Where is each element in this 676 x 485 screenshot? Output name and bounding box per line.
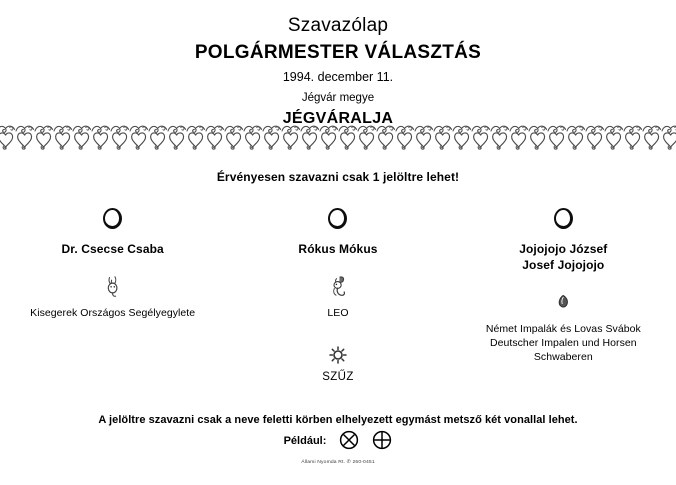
printer-imprint: Állami Nyomda Rt. ✆ 260-0451 <box>301 458 375 465</box>
sun-gear-icon <box>0 344 676 366</box>
county-name: Jégvár megye <box>301 91 375 104</box>
candidate-entry-3 <box>451 203 676 364</box>
candidate-name-1 <box>0 242 225 258</box>
candidate-entry-2 <box>225 203 450 364</box>
candidate-name-line-1: Rókus Mókus <box>298 242 378 256</box>
vote-circle-candidate-1[interactable] <box>103 208 122 229</box>
voting-instruction-bottom: A jelöltre szavazni csak a neve feletti körben elhelyezett egymást metsző két vonallal lehet. <box>98 414 578 426</box>
org-line: Schwaberen <box>533 351 593 364</box>
org-line: Német Impalák és Lovas Svábok <box>485 322 641 335</box>
org-line: LEO <box>327 306 349 319</box>
candidate-entry-1 <box>0 203 225 364</box>
election-date: 1994. december 11. <box>282 70 394 85</box>
candidate-list <box>0 203 676 364</box>
ballot-header <box>0 0 676 129</box>
candidate-organization-1 <box>0 306 225 320</box>
org-line: Deutscher Impalen und Horsen <box>489 337 637 350</box>
office-title: POLGÁRMESTER VÁLASZTÁS <box>194 41 482 63</box>
horn-emblem-icon <box>451 288 676 318</box>
candidate-name-line-1: Dr. Csecse Csaba <box>61 242 164 256</box>
settlement-name: JÉGVÁRALJA <box>282 109 394 127</box>
candidate-name-2 <box>225 242 450 258</box>
vote-circle-wrapper-2 <box>225 203 450 233</box>
example-label: Például: <box>283 435 327 447</box>
extra-symbol-label: SZŰZ <box>322 371 354 383</box>
circled-x-icon <box>339 430 359 450</box>
circled-plus-icon <box>372 430 392 450</box>
example-marks-row <box>0 430 676 450</box>
candidate-name-line-2: Josef Jojojojo <box>522 257 605 272</box>
voting-instruction-top: Érvényesen szavazni csak 1 jelöltre lehet! <box>216 170 460 184</box>
squirrel-emblem-icon <box>225 272 450 302</box>
candidate-name-line-1: Jojojojo József <box>519 242 608 256</box>
page-title: Szavazólap <box>287 15 389 36</box>
candidate-organization-2 <box>225 306 450 320</box>
candidate-name-3 <box>451 242 676 274</box>
vote-circle-wrapper-3 <box>451 203 676 233</box>
vote-circle-candidate-2[interactable] <box>328 208 347 229</box>
vote-circle-candidate-3[interactable] <box>554 208 573 229</box>
vote-circle-wrapper-1 <box>0 203 225 233</box>
heart-scroll-border-icon <box>0 122 676 156</box>
org-line: Kisegerek Országos Segélyegylete <box>30 306 196 319</box>
mouse-emblem-icon <box>0 272 225 302</box>
extra-symbol-block <box>0 344 676 383</box>
